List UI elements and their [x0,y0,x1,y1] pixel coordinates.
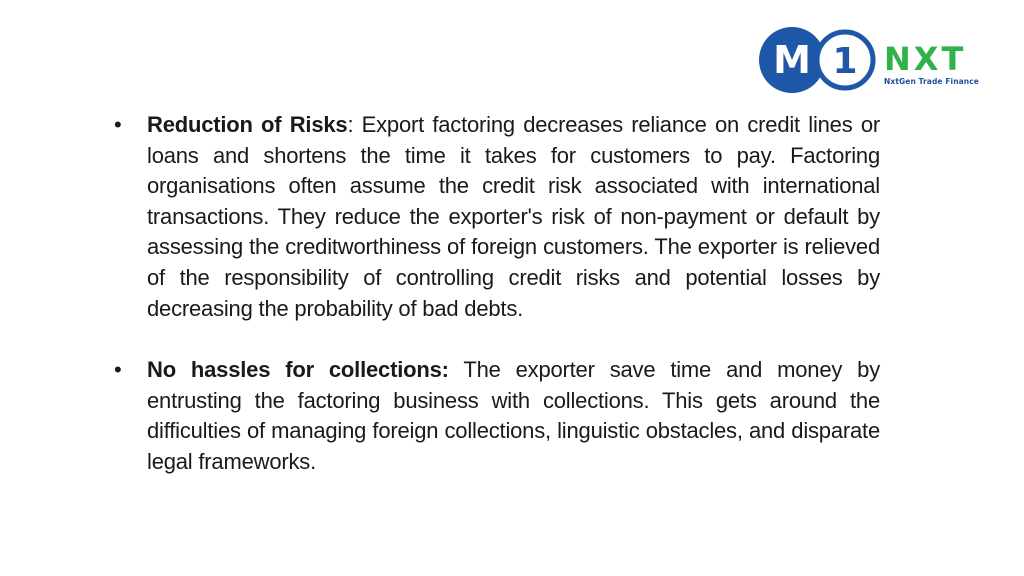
logo-wordmark [884,42,979,86]
bullet-list [110,110,880,478]
logo-brand-name: NXT [884,40,967,78]
bullet-separator [449,357,464,382]
logo-one-digit: 1 [832,41,858,82]
bullet-body: The exporter save time and money by entrusting the factoring business with collections. This gets around the difficulties of managing foreign collections, linguistic obstacles, and disparate legal frameworks. [147,357,880,474]
logo-tagline: NxtGen Trade Finance [884,77,979,86]
bullet-paragraph [147,355,880,477]
bullet-separator: : [347,112,362,137]
bullet-glyph: • [114,357,122,383]
bullet-body: Export factoring decreases reliance on credit lines or loans and shortens the time it takes for customers to pay. Factoring organisations often assume the credit risk associated with international transactions. They reduce the exporter's risk of non-payment or default by assessing the creditworthiness of foreign customers. The exporter is relieved of the responsibility of controlling credit risks and potential losses by decreasing the probability of bad debts. [147,112,880,321]
bullet-heading: No hassles for collections: [147,357,449,383]
bullet-glyph: • [114,112,122,137]
bullet-reduction-of-risks [110,110,880,324]
bullet-no-hassles [110,355,880,477]
bullet-paragraph [147,110,880,324]
bullet-heading: Reduction of Risks [147,112,348,137]
logo-m-letter: M [773,38,811,82]
